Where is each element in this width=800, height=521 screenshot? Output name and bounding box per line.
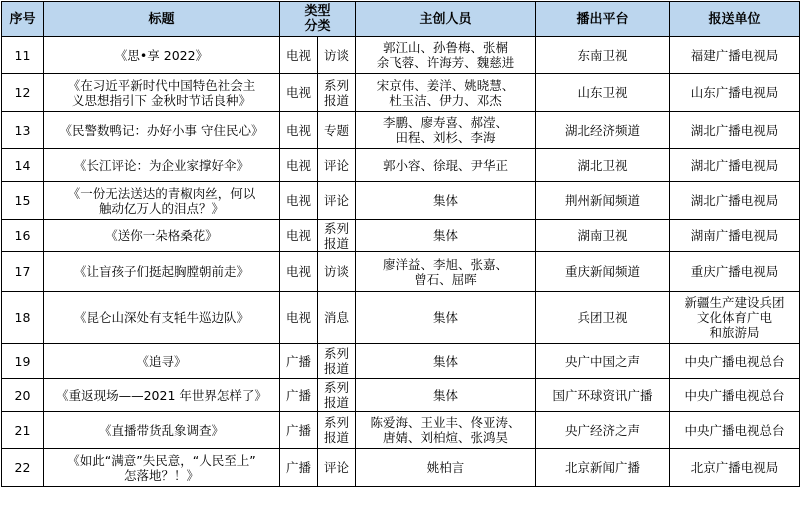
row-number: 15 — [2, 182, 44, 220]
row-number: 13 — [2, 112, 44, 149]
row-creators-line: 余飞蓉、许海芳、魏慈进 — [376, 55, 515, 70]
row-category-line: 系列 — [324, 346, 350, 361]
row-unit-line: 文化体育广电 — [697, 310, 773, 325]
row-unit-line: 中央广播电视总台 — [684, 422, 785, 438]
row-title-line: 《昆仑山深处有支牦牛巡边队》 — [73, 310, 249, 325]
row-category — [318, 149, 356, 182]
row-creators-line: 姚柏言 — [426, 460, 465, 475]
row-category-line: 专题 — [324, 122, 350, 138]
row-title-line: 《民警数鸭记：办好小事 守住民心》 — [59, 122, 264, 138]
row-creators-line: 田程、刘杉、李海 — [395, 130, 496, 145]
row-creators-line: 宋京伟、姜洋、姚晓慧、 — [376, 77, 515, 93]
row-platform: 央广经济之声 — [536, 412, 670, 449]
row-unit-line: 新疆生产建设兵团 — [684, 295, 785, 310]
table-row — [2, 112, 800, 149]
row-creators — [356, 412, 536, 449]
row-category — [318, 182, 356, 220]
row-title — [44, 379, 280, 412]
header-no: 序号 — [2, 2, 44, 37]
table-row — [2, 220, 800, 252]
table-row — [2, 149, 800, 182]
header-type — [280, 2, 356, 37]
row-creators — [356, 292, 536, 344]
row-platform: 湖北卫视 — [536, 149, 670, 182]
row-title-line: 怎落地？！》 — [123, 467, 199, 483]
row-category — [318, 292, 356, 344]
row-unit-line: 和旅游局 — [709, 325, 760, 340]
row-category-line: 系列 — [324, 380, 350, 395]
row-platform: 北京新闻广播 — [536, 449, 670, 487]
header-type-line: 类型 — [304, 4, 331, 19]
table-row — [2, 449, 800, 487]
row-unit-line: 湖北广播电视局 — [690, 193, 779, 208]
row-unit — [670, 37, 800, 74]
row-type: 电视 — [280, 112, 318, 149]
row-title — [44, 292, 280, 344]
row-unit-line: 中央广播电视总台 — [684, 353, 785, 369]
row-type: 广播 — [280, 344, 318, 379]
row-title — [44, 252, 280, 292]
row-title-line: 《追寻》 — [136, 353, 187, 369]
header-type-line: 分类 — [304, 19, 331, 34]
awards-table — [1, 1, 800, 487]
row-title — [44, 112, 280, 149]
row-number: 22 — [2, 449, 44, 487]
row-title-line: 《在习近平新时代中国特色社会主 — [67, 77, 256, 93]
row-unit-line: 湖南广播电视局 — [690, 228, 779, 243]
row-creators-line: 唐婧、刘柏煊、张鸿昊 — [383, 430, 509, 445]
table-body — [2, 37, 800, 487]
row-number: 20 — [2, 379, 44, 412]
row-category-line: 评论 — [324, 157, 350, 173]
row-title-line: 《思•享 2022》 — [114, 47, 209, 63]
table-row — [2, 74, 800, 112]
row-category-line: 报道 — [324, 361, 350, 376]
row-title — [44, 149, 280, 182]
row-creators-line: 集体 — [433, 193, 459, 208]
row-creators — [356, 149, 536, 182]
row-platform: 国广环球资讯广播 — [536, 379, 670, 412]
row-creators-line: 集体 — [433, 387, 459, 403]
header-row — [2, 2, 800, 37]
row-creators — [356, 220, 536, 252]
row-platform: 荆州新闻频道 — [536, 182, 670, 220]
row-number: 14 — [2, 149, 44, 182]
row-unit-line: 湖北广播电视局 — [690, 122, 779, 138]
row-creators — [356, 74, 536, 112]
row-platform: 山东卫视 — [536, 74, 670, 112]
row-unit — [670, 252, 800, 292]
row-title — [44, 344, 280, 379]
table-row — [2, 379, 800, 412]
row-category — [318, 74, 356, 112]
row-title — [44, 449, 280, 487]
row-category — [318, 379, 356, 412]
row-category-line: 系列 — [324, 220, 350, 236]
table-row — [2, 182, 800, 220]
row-platform: 重庆新闻频道 — [536, 252, 670, 292]
row-category-line: 报道 — [324, 235, 350, 251]
row-creators-line: 杜玉洁、伊力、邓杰 — [389, 92, 502, 108]
header-creators: 主创人员 — [356, 2, 536, 37]
row-category-line: 系列 — [324, 415, 350, 430]
table-row — [2, 37, 800, 74]
header-title: 标题 — [44, 2, 280, 37]
row-unit — [670, 379, 800, 412]
table-row — [2, 292, 800, 344]
header-unit: 报送单位 — [670, 2, 800, 37]
row-category — [318, 220, 356, 252]
table-row — [2, 344, 800, 379]
row-unit — [670, 292, 800, 344]
row-type: 广播 — [280, 379, 318, 412]
table-row — [2, 412, 800, 449]
row-creators-line: 李鹏、廖寿喜、郝滢、 — [383, 115, 509, 130]
row-creators-line: 郭小容、徐琨、尹华正 — [383, 157, 509, 173]
row-number: 18 — [2, 292, 44, 344]
row-title — [44, 182, 280, 220]
row-category-line: 评论 — [324, 460, 350, 475]
row-category-line: 访谈 — [324, 47, 350, 63]
row-creators-line: 集体 — [433, 353, 459, 369]
row-creators-line: 曾石、屈晖 — [414, 271, 477, 287]
row-type: 电视 — [280, 37, 318, 74]
row-title-line: 《送你一朵格桑花》 — [105, 228, 218, 243]
row-unit — [670, 149, 800, 182]
row-type: 电视 — [280, 182, 318, 220]
row-creators — [356, 344, 536, 379]
row-creators-line: 廖洋益、李旭、张嘉、 — [383, 256, 509, 272]
row-category-line: 报道 — [324, 92, 350, 108]
row-creators — [356, 182, 536, 220]
row-number: 21 — [2, 412, 44, 449]
row-unit — [670, 182, 800, 220]
row-unit — [670, 344, 800, 379]
row-type: 电视 — [280, 292, 318, 344]
row-unit-line: 山东广播电视局 — [690, 85, 779, 100]
row-type: 电视 — [280, 252, 318, 292]
row-creators — [356, 379, 536, 412]
row-unit — [670, 74, 800, 112]
row-category — [318, 112, 356, 149]
row-category-line: 报道 — [324, 430, 350, 445]
row-unit — [670, 449, 800, 487]
row-type: 电视 — [280, 149, 318, 182]
row-number: 16 — [2, 220, 44, 252]
row-title-line: 《重返现场——2021 年世界怎样了》 — [56, 387, 267, 403]
row-unit-line: 中央广播电视总台 — [684, 387, 785, 403]
row-title-line: 《如此“满意”失民意，“人民至上” — [67, 452, 256, 468]
row-number: 19 — [2, 344, 44, 379]
row-category — [318, 37, 356, 74]
row-number: 12 — [2, 74, 44, 112]
row-creators-line: 陈爱海、王业丰、佟亚涛、 — [370, 415, 521, 430]
row-unit — [670, 412, 800, 449]
row-creators-line: 集体 — [433, 310, 459, 325]
row-title — [44, 74, 280, 112]
row-creators-line: 集体 — [433, 228, 459, 243]
row-creators — [356, 252, 536, 292]
row-unit — [670, 112, 800, 149]
row-creators — [356, 112, 536, 149]
row-title-line: 《长江评论：为企业家撑好伞》 — [73, 157, 249, 173]
row-title — [44, 412, 280, 449]
row-platform: 央广中国之声 — [536, 344, 670, 379]
row-platform: 湖北经济频道 — [536, 112, 670, 149]
row-type: 电视 — [280, 74, 318, 112]
row-number: 11 — [2, 37, 44, 74]
row-title-line: 义思想指引下 金秋时节话良种》 — [72, 92, 251, 108]
row-unit-line: 重庆广播电视局 — [690, 264, 779, 279]
row-category-line: 消息 — [324, 310, 350, 325]
row-category — [318, 449, 356, 487]
row-unit-line: 湖北广播电视局 — [690, 157, 779, 173]
row-category-line: 访谈 — [324, 264, 350, 279]
row-creators — [356, 37, 536, 74]
row-platform: 湖南卫视 — [536, 220, 670, 252]
row-type: 广播 — [280, 449, 318, 487]
row-type: 广播 — [280, 412, 318, 449]
row-category-line: 报道 — [324, 395, 350, 410]
row-number: 17 — [2, 252, 44, 292]
row-title — [44, 37, 280, 74]
header-platform: 播出平台 — [536, 2, 670, 37]
row-platform: 东南卫视 — [536, 37, 670, 74]
row-category — [318, 252, 356, 292]
row-title-line: 《直播带货乱象调查》 — [98, 422, 224, 438]
row-unit — [670, 220, 800, 252]
row-unit-line: 北京广播电视局 — [690, 460, 779, 475]
row-category — [318, 344, 356, 379]
row-unit-line: 福建广播电视局 — [690, 47, 779, 63]
row-title-line: 触动亿万人的泪点？》 — [98, 200, 224, 216]
row-title — [44, 220, 280, 252]
row-category-line: 评论 — [324, 193, 350, 208]
row-title-line: 《让盲孩子们挺起胸膛朝前走》 — [73, 264, 249, 279]
row-category-line: 系列 — [324, 77, 350, 93]
row-type: 电视 — [280, 220, 318, 252]
row-creators — [356, 449, 536, 487]
row-platform: 兵团卫视 — [536, 292, 670, 344]
table-row — [2, 252, 800, 292]
row-creators-line: 郭江山、孙鲁梅、张榍 — [383, 40, 509, 55]
row-title-line: 《一份无法送达的青椒肉丝，何以 — [67, 185, 256, 201]
row-category — [318, 412, 356, 449]
